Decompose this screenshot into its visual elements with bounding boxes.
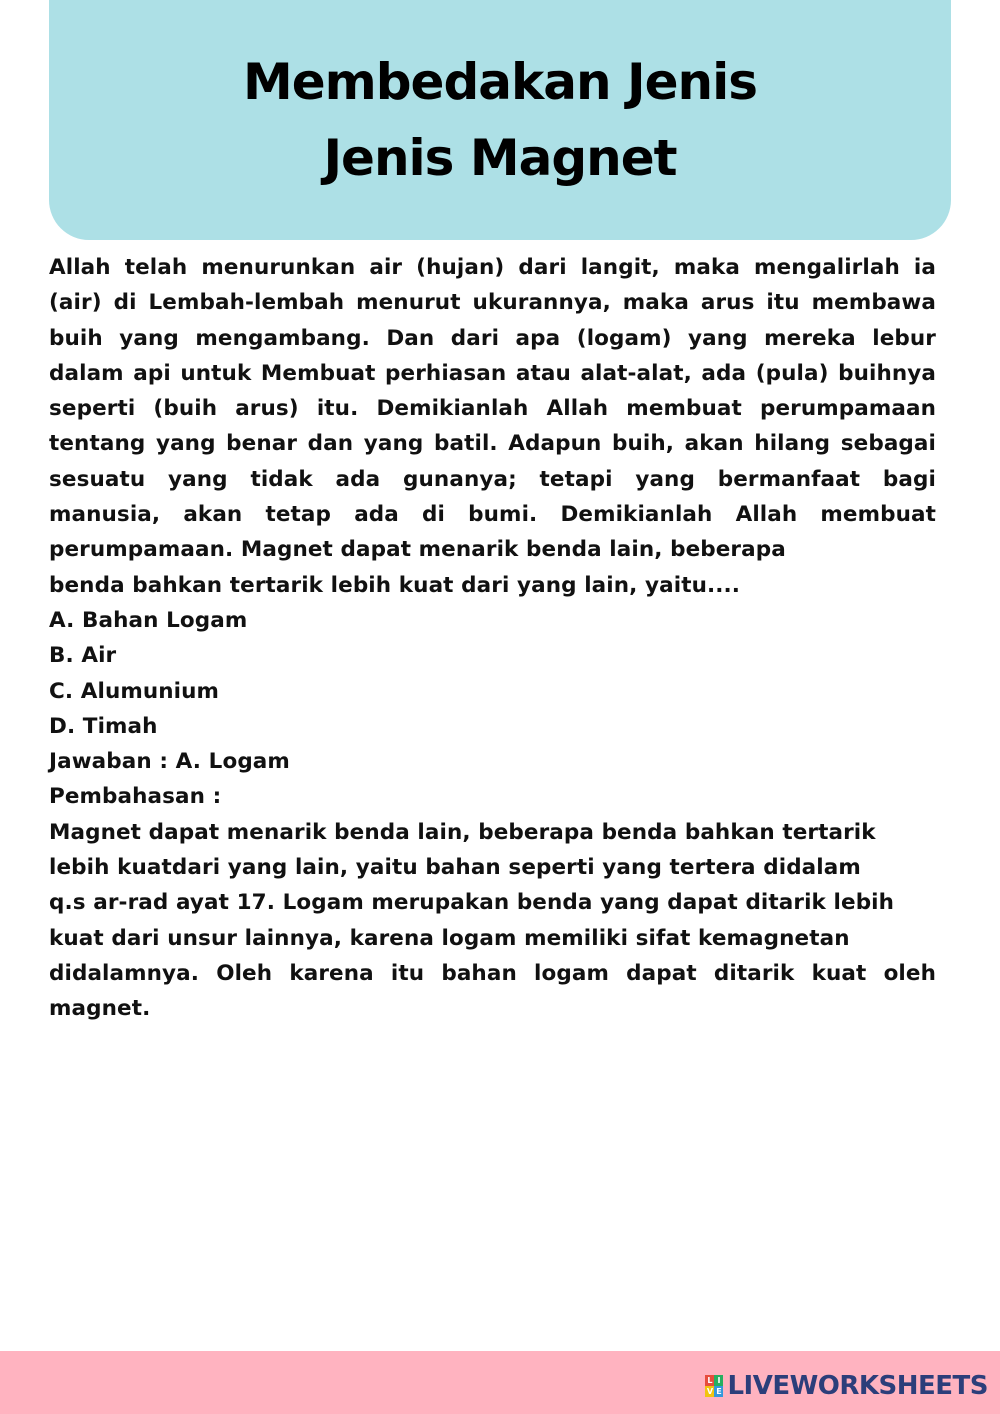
passage-line: tentang yang benar dan yang batil. Adapun buih, akan hilang sebagai bbox=[49, 431, 936, 457]
question-line: perumpamaan. Magnet dapat menarik benda lain, beberapa bbox=[49, 537, 786, 563]
logo-letter: L bbox=[707, 1376, 713, 1385]
discussion-line: Magnet dapat menarik benda lain, beberapa benda bahkan tertarik bbox=[49, 819, 876, 845]
discussion-heading: Pembahasan : bbox=[49, 784, 222, 810]
passage-line: dalam api untuk Membuat perhiasan atau alat-alat, ada (pula) buihnya bbox=[49, 360, 936, 386]
discussion-line: didalamnya. Oleh karena itu bahan logam dapat ditarik kuat oleh bbox=[49, 960, 936, 986]
brand-name: LIVEWORKSHEETS bbox=[727, 1371, 988, 1401]
worksheet-content bbox=[49, 250, 936, 1027]
passage-line: Allah telah menurunkan air (hujan) dari langit, maka mengalirlah ia bbox=[49, 255, 936, 280]
page-title-line-2: Jenis Magnet bbox=[323, 129, 677, 187]
option-a: A. Bahan Logam bbox=[49, 607, 248, 633]
footer-bar bbox=[0, 1351, 1000, 1414]
logo-letter: E bbox=[716, 1387, 722, 1396]
passage-line: seperti (buih arus) itu. Demikianlah Allah membuat perumpamaan bbox=[49, 396, 936, 422]
answer-options bbox=[49, 603, 936, 744]
passage-paragraph bbox=[49, 250, 936, 532]
option-b: B. Air bbox=[49, 643, 117, 669]
passage-line: buih yang mengambang. Dan dari apa (logam) yang mereka lebur bbox=[49, 325, 936, 351]
liveworksheets-brand[interactable] bbox=[705, 1371, 988, 1401]
discussion-line: kuat dari unsur lainnya, karena logam memiliki sifat kemagnetan bbox=[49, 925, 850, 951]
logo-letter: V bbox=[706, 1387, 714, 1396]
passage-line: manusia, akan tetap ada di bumi. Demikianlah Allah membuat bbox=[49, 502, 936, 528]
option-d: D. Timah bbox=[49, 713, 158, 739]
answer-line: Jawaban : A. Logam bbox=[49, 749, 290, 775]
discussion-paragraph bbox=[49, 815, 936, 1027]
logo-letter: I bbox=[714, 1375, 723, 1386]
question-text bbox=[49, 532, 936, 603]
passage-line: sesuatu yang tidak ada gunanya; tetapi yang bermanfaat bagi bbox=[49, 466, 936, 492]
passage-line: (air) di Lembah-lembah menurut ukurannya, maka arus itu membawa bbox=[49, 290, 936, 316]
discussion-line: magnet. bbox=[49, 996, 151, 1022]
option-c: C. Alumunium bbox=[49, 678, 220, 704]
title-banner bbox=[49, 0, 951, 240]
discussion-line: q.s ar-rad ayat 17. Logam merupakan benda yang dapat ditarik lebih bbox=[49, 890, 895, 916]
page-title-line-1: Membedakan Jenis bbox=[242, 53, 757, 111]
question-line: benda bahkan tertarik lebih kuat dari yang lain, yaitu.... bbox=[49, 572, 741, 598]
liveworksheets-logo-icon bbox=[705, 1375, 723, 1397]
discussion-line: lebih kuatdari yang lain, yaitu bahan seperti yang tertera didalam bbox=[49, 855, 861, 881]
